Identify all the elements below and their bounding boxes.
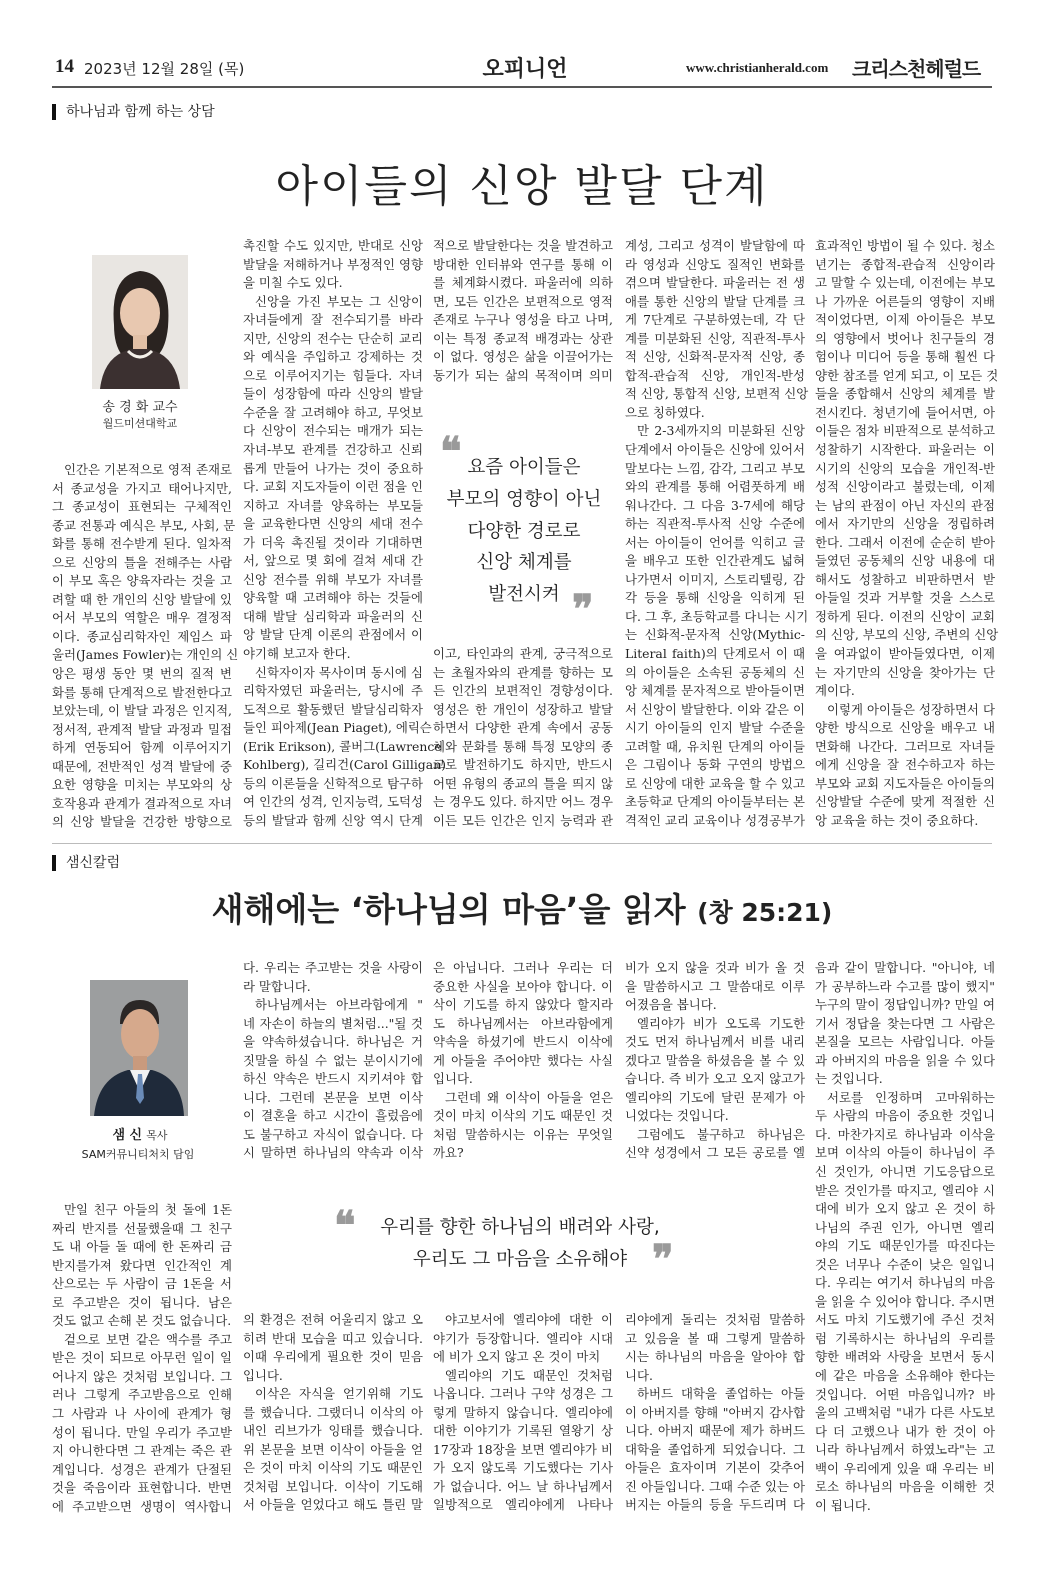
text-line: 의 환경은 전혀 어울리지 않고 오 — [243, 1312, 423, 1327]
text-line: 적 신앙, 통합적 신앙, 보편적 신앙 — [625, 386, 809, 402]
article1-column-1 — [52, 461, 239, 832]
text-line: 어나지 않은 것처럼 보입니다. 그 — [52, 1368, 232, 1384]
text-line: 적 신앙, 신화적-문자적 신앙, 종 — [625, 349, 805, 365]
text-line: 신앙 전수를 위해 부모가 자녀를 — [243, 571, 423, 587]
text-line: 각 등을 통해 신앙을 익히게 된 — [625, 590, 805, 606]
text-line: 하게 연동되어 함께 이루어지기 — [52, 740, 232, 756]
text-line: 은 아닙니다. 그러나 우리는 더 — [433, 960, 613, 975]
text-line: 려할 때 한 개인의 신앙 발달에 있 — [52, 591, 232, 607]
text-line: 하나님께서는 아브라함에게 " — [255, 997, 423, 1013]
text-line: 백이 우리에게 있을 때 우리는 비 — [815, 1460, 995, 1476]
text-line: 도적으로 활동했던 발달심리학자 — [243, 701, 423, 717]
text-line: 지만, 신앙의 전수는 단순히 교리 — [243, 330, 423, 346]
text-line: 시기의 신앙의 모습을 개인적-반 — [815, 460, 995, 476]
text-line: 나가면서 이미지, 스토리텔링, 감 — [625, 571, 805, 587]
text-line: 종교 전통과 예식은 부모, 사회, 문 — [52, 517, 236, 533]
article2-column-1 — [52, 1201, 232, 1516]
text-line: 신 것인가, 아니면 기도응답으로 — [815, 1164, 995, 1180]
text-line: 하신 약속은 반드시 지키셔야 합 — [243, 1071, 423, 1087]
text-line: 진 아들입니다. 그때 수준 있는 아 — [625, 1478, 805, 1494]
text-line: 의 신앙, 부모의 신앙, 주변의 신앙 — [815, 627, 999, 643]
article1-column-5 — [815, 237, 999, 831]
article1-section-label: 하나님과 함께 하는 상담 — [52, 104, 215, 120]
text-line: 도 내 아들 돌 때에 한 돈짜리 금 — [52, 1239, 232, 1255]
pull-quote-line: 부모의 영향이 아닌 — [446, 488, 602, 510]
text-line: 양육할 때 고려해야 하는 것들에 — [243, 590, 423, 606]
pull-quote-line: 발전시켜 — [488, 584, 560, 606]
newspaper-logo: 크리스천헤럴드 — [852, 57, 981, 81]
text-line: 적으로 발달한다는 것을 발견하고 — [433, 238, 613, 253]
text-line: 다. 마찬가지로 하나님과 이삭을 — [815, 1126, 995, 1142]
text-line: 신약 성경에서 그 모든 공로를 엘 — [625, 1145, 805, 1161]
text-line: 정서적, 관계적 발달 과정과 밀접 — [52, 721, 232, 737]
text-line: 약속을 하셨기에 반드시 이삭에 — [433, 1034, 613, 1050]
text-line: 인간은 기본적으로 영적 존재로 — [64, 462, 232, 477]
text-line: 가 오지 않도록 기도했다는 기사 — [433, 1460, 613, 1476]
text-line: 초등학교 단계의 아이들부터는 본 — [625, 794, 805, 810]
text-line: 한다. 그래서 이전에 순순히 받아 — [815, 534, 995, 550]
text-line: 습니다. 즉 비가 오고 오지 않고가 — [625, 1071, 805, 1087]
text-line: 이다. 종교심리학자인 제임스 파 — [52, 628, 232, 644]
text-line: 대에 비가 오지 않고 온 것이 하 — [815, 1201, 995, 1217]
pull-quote-line: 다양한 경로로 — [467, 520, 581, 542]
text-line: 겠다고 말씀을 하셨음을 볼 수 있 — [625, 1052, 805, 1068]
text-line: 는 것입니다. — [815, 1071, 883, 1087]
text-line: 럼 기록하시는 하나님의 우리를 — [815, 1330, 995, 1346]
text-line: 위 본문을 보면 이삭이 아들을 얻 — [243, 1441, 423, 1457]
article1-column-2 — [243, 237, 446, 831]
text-line: 으로 칭하였다. — [625, 404, 705, 420]
issue-date: 2023년 12월 28일 (목) — [84, 60, 245, 78]
text-line: 만 2-3세까지의 미분화된 신앙 — [637, 423, 805, 439]
text-line: 로소 하나님의 마음을 이해한 것 — [815, 1479, 995, 1495]
close-quote-icon: ❞ — [652, 1236, 674, 1283]
text-line: 애를 통한 신앙의 발달 단계를 크 — [625, 293, 805, 309]
text-line: 적이었다면, 이제 아이들은 부모 — [815, 312, 995, 328]
article-divider — [52, 843, 992, 844]
author1-photo — [92, 255, 188, 389]
text-line: 호작용과 관계가 결과적으로 자녀 — [52, 795, 232, 811]
text-line: 것이 마치 이삭의 기도 때문인 것 — [433, 1108, 613, 1124]
author2-photo — [90, 980, 188, 1116]
text-line: 것입니다. 어떤 마음입니까? 바 — [815, 1386, 995, 1402]
text-line: 앙 교육을 하는 것이 중요하다. — [815, 812, 979, 828]
text-line: 것도 없고 손해 본 것도 없습니다. — [52, 1313, 232, 1329]
text-line: 와 예식을 주입하고 강제하는 것 — [243, 349, 423, 365]
text-line: 신앙을 가진 부모는 그 신앙이 — [255, 293, 423, 309]
text-line: 과 아버지의 마음을 읽을 수 있다 — [815, 1052, 995, 1068]
text-line: 고 말할 수 있는데, 이전에는 부모 — [815, 275, 995, 291]
text-line: 니다. 아버지 때문에 제가 하버드 — [625, 1423, 805, 1439]
text-line: 어떤 유형의 종교의 틀을 띄지 않 — [433, 775, 613, 791]
text-line: Literal faith)의 단계로서 이 때 — [625, 646, 805, 662]
text-line: 을 약속하셨습니다. 하나님은 거 — [243, 1034, 423, 1050]
text-line: 다. 교회 지도자들이 이런 점을 인 — [243, 479, 423, 495]
text-line: 영성은 한 개인이 성장하고 발달 — [433, 701, 613, 717]
text-line: 기서 정답을 찾는다면 그 사람은 — [815, 1015, 995, 1031]
text-line: 다. 우리는 주고받는 것을 사랑이 — [243, 960, 423, 975]
text-line: 버지는 아들의 등을 두드리며 다 — [625, 1497, 805, 1513]
text-line: 효과적인 방법이 될 수 있다. 청소 — [815, 238, 995, 253]
text-line: 발달을 저해하거나 부정적인 영향 — [243, 256, 423, 272]
pull-quote-line: 우리를 향한 하나님의 배려와 사랑, — [380, 1217, 660, 1238]
text-line: 로 신앙에 대한 교육을 할 수 있고 — [625, 775, 805, 791]
author1-affiliation: 월드미션대학교 — [102, 417, 178, 430]
text-line: 화를 통해 단계적으로 발전한다고 — [52, 684, 232, 700]
text-line: 울의 고백처럼 "내가 다른 사도보 — [815, 1405, 995, 1421]
open-quote-icon: ❝ — [440, 428, 462, 475]
article2-column-4-top — [625, 959, 805, 1163]
text-line: 향한 배려와 사랑을 보면서 동시 — [815, 1349, 995, 1365]
text-line: 을 말씀하시고 그 말씀대로 이루 — [625, 978, 805, 994]
text-line: 나옵니다. 그러나 구약 성경은 그 — [433, 1386, 613, 1402]
text-line: 을 배우고 또한 인간관계도 넓혀 — [625, 553, 805, 569]
text-line: 본질을 모르는 사람입니다. 아들 — [815, 1034, 995, 1050]
text-line: 것은 너무나 수준이 낮은 일입니 — [815, 1256, 995, 1272]
text-line: 이 부모 혹은 양육자라는 것을 고 — [52, 573, 232, 589]
text-line: 양한 방식으로 신앙을 배우고 내 — [815, 720, 995, 736]
text-line: 아들은 효자이며 기본이 갖추어 — [625, 1460, 805, 1476]
text-line: 것처럼 보입니다. 이삭이 기도해 — [243, 1478, 423, 1494]
text-line: 앙은 평생 동안 몇 번의 질적 변 — [52, 666, 232, 682]
text-line: 나님의 주권 인가, 아니면 엘리 — [815, 1219, 995, 1235]
text-line: 와의 관계를 통해 어렴풋하게 배 — [625, 479, 805, 495]
text-line: 동기가 되는 삶의 목적이며 의미 — [433, 367, 613, 383]
text-line: 다. 그 후, 초등학교를 다니는 시기 — [625, 608, 809, 624]
text-line: 롭게 만들어 나가는 것이 중요하 — [243, 460, 423, 476]
text-line: 어서 부모의 역할은 매우 결정적 — [52, 610, 232, 626]
article1-column-3-top — [433, 237, 613, 385]
text-line: 산으로는 두 사람이 금 1돈을 서 — [52, 1276, 232, 1292]
text-line: 보며 이삭의 아들이 하나님이 주 — [815, 1145, 995, 1161]
text-line: 를 했습니다. 그랬더니 이삭의 아 — [243, 1404, 423, 1420]
text-line: 자녀-부모 관계를 건강하고 신뢰 — [243, 442, 423, 458]
text-line: 게 7단계로 구분하였는데, 각 단 — [625, 312, 805, 328]
text-line: 도 불구하고 자식이 없습니다. 다 — [243, 1126, 423, 1142]
text-line: 이고, 타인과의 관계, 궁극적으로 — [433, 646, 613, 661]
text-line: 에게 신앙을 잘 전수하고자 하는 — [815, 757, 995, 773]
text-line: 내인 리브가가 잉태를 했습니다. — [243, 1423, 423, 1439]
article1-column-4 — [625, 237, 809, 831]
text-line: 을 교육한다면 신앙의 세대 전수 — [243, 516, 423, 532]
text-line: 다 신앙이 전수되는 매개가 되는 — [243, 423, 423, 439]
text-line: 부모와 교회 지도자들은 아이들의 — [815, 775, 995, 791]
text-line: 하는 직관적-투사적 신앙 수준에 — [625, 516, 805, 532]
text-line: 신학자이자 목사이며 동시에 심 — [255, 664, 423, 680]
text-line: 앙 발달 단계 이론의 관점에서 이 — [243, 627, 423, 643]
text-line: 계를 미분화된 신앙, 직관적-투사 — [625, 330, 805, 346]
text-line: 이 없다. 영성은 삶을 이끌어가는 — [433, 349, 613, 365]
text-line: 짜리 반지를 선물했을때 그 친구 — [52, 1220, 232, 1236]
text-line: 엘리야의 기도에 달린 문제가 아 — [625, 1089, 805, 1105]
text-line: 들이 성장함에 따라 신앙의 발달 — [243, 386, 423, 402]
article2-column-5 — [815, 959, 995, 1515]
close-quote-icon: ❞ — [572, 586, 594, 633]
text-line: 엘리야의 기도 때문인 것처럼 — [445, 1367, 613, 1383]
text-line: 단계에서 아이들은 신앙에 있어서 — [625, 442, 805, 458]
article2-column-3-bottom — [433, 1311, 613, 1515]
text-line: 성이 됩니다. 만일 우리가 주고받 — [52, 1424, 232, 1440]
text-line: 에 주고받으면 생명이 역사합니 — [52, 1498, 232, 1514]
text-line: 엘리야가 비가 오도록 기도한 — [637, 1015, 805, 1031]
text-line: 여 인간의 성격, 인지능력, 도덕성 — [243, 794, 423, 810]
text-line: 라 영성과 신앙도 질적인 변화를 — [625, 256, 805, 272]
text-line: 누구의 말이 정답입니까? 만일 여 — [815, 997, 995, 1013]
text-line: 입니다. — [243, 1367, 283, 1383]
text-line: 겉으로 보면 같은 액수를 주고 — [64, 1331, 232, 1347]
text-line: 요한 영향을 미치는 부모와의 상 — [52, 777, 232, 793]
text-line: 니라 하나님께서 하였노라"는 고 — [815, 1442, 995, 1458]
text-line: 이 됩니다. — [815, 1497, 871, 1513]
text-line: 서는 아이들이 언어를 익히고 글 — [625, 534, 805, 550]
text-line: 그럼에도 불구하고 하나님은 — [637, 1126, 805, 1142]
text-line: 두 사람의 마음이 중요한 것입니 — [815, 1108, 995, 1124]
article2-column-2-bottom — [243, 1311, 423, 1515]
text-line: 서 신앙이 발달한다. 이와 같은 이 — [625, 701, 805, 717]
text-line: 시는 하나님의 마음을 알아야 합 — [625, 1349, 805, 1365]
text-line: 히려 반대 모습을 띠고 있습니다. — [243, 1330, 423, 1346]
text-line: 받은 것이 되므로 아무런 일이 일 — [52, 1350, 232, 1366]
text-line: 지 아니한다면 그 관계는 죽은 관 — [52, 1443, 232, 1459]
text-line: 에 비가 오지 않고 온 것이 마치 — [433, 1349, 601, 1365]
text-line: 계성, 그리고 성격이 발달함에 따 — [625, 238, 805, 253]
text-line: 렇게 말하지 않습니다. 엘리야에 — [433, 1404, 613, 1420]
text-line: 다. 우리는 여기서 하나님의 마음 — [815, 1275, 995, 1291]
text-line: 합적-관습적 신앙, 개인적-반성 — [625, 367, 805, 383]
text-line: 말보다는 느낌, 감각, 그리고 부모 — [625, 460, 805, 476]
text-line: 그런데 왜 이삭이 아들을 얻은 — [445, 1089, 613, 1105]
text-line: 음과 같이 말합니다. "아니야, 네 — [815, 960, 995, 975]
text-line: 이든 모든 인간은 인지 능력과 관 — [433, 812, 613, 828]
text-line: Kohlberg), 길리건(Carol Gilligan) — [243, 757, 446, 773]
text-line: 야고보서에 엘리야에 대한 이 — [445, 1312, 613, 1327]
text-line: 처럼 말씀하시는 이유는 무엇일 — [433, 1126, 613, 1142]
text-line: 들을 종합해서 신앙의 체계를 발 — [815, 386, 995, 402]
text-line: 나 가까운 어른들의 영향이 지배 — [815, 293, 995, 309]
text-line: 면화해 나간다. 그러므로 자녀들 — [815, 738, 995, 754]
text-line: 17장과 18장을 보면 엘리야가 비 — [433, 1441, 613, 1457]
text-line: 을 여과없이 받아들였다면, 이제 — [815, 646, 995, 662]
text-line: 에 같은 마음을 소유해야 한다는 — [815, 1368, 995, 1384]
author2-name: 샘 신 — [112, 1128, 143, 1143]
text-line: 수준을 잘 고려해야 하고, 무엇보 — [243, 404, 423, 420]
text-line: 이 결혼을 하고 시간이 흘렀음에 — [243, 1108, 423, 1124]
article2-column-3-top — [433, 959, 613, 1163]
text-line: 으로 이루어지기는 힘들다. 자녀 — [243, 367, 423, 383]
text-line: 야의 기도 때문인가를 따진다는 — [815, 1238, 995, 1254]
text-line: 이때 우리에게 필요한 것이 믿음 — [243, 1349, 423, 1365]
text-line: 이는 특정 종교적 배경과는 상관 — [433, 330, 613, 346]
text-line: 이들은 점차 비판적으로 분석하고 — [815, 423, 995, 439]
website-url[interactable]: www.christianherald.com — [686, 60, 829, 75]
text-line: 때문에, 전반적인 성격 발달에 중 — [52, 758, 232, 774]
article2-column-2-top — [243, 959, 423, 1163]
text-line: 격적인 교리 교육이나 성경공부가 — [625, 812, 805, 828]
text-line: 은 그림이나 동화 구연의 방법으 — [625, 757, 805, 773]
text-line: 보았는데, 이 발달 과정은 인지적, — [52, 703, 232, 719]
author2-name-block — [75, 1124, 205, 1143]
article2-section-label: 샘신칼럼 — [52, 855, 120, 871]
text-line: 까요? — [433, 1145, 464, 1161]
text-line: 서로를 인정하며 고마워하는 — [827, 1089, 995, 1105]
text-line: 의 영향에서 벗어나 친구들의 경 — [815, 330, 995, 346]
text-line: 그 사람과 나 사이에 관계가 형 — [52, 1406, 232, 1422]
text-line: 계입니다. 성경은 관계가 단절된 — [52, 1461, 232, 1477]
open-quote-icon: ❝ — [334, 1202, 356, 1249]
text-line: 받은 것인가를 따지고, 엘리야 시 — [815, 1182, 995, 1198]
text-line: 교로 발전하기도 하지만, 반드시 — [433, 757, 613, 773]
article2-title-block — [52, 884, 992, 931]
text-line: 도 하나님께서는 아브라함에게 — [433, 1015, 613, 1031]
text-line: 화를 통해 전수받게 된다. 일차적 — [52, 536, 232, 552]
text-line: 고 있음을 볼 때 그렇게 말씀하 — [625, 1330, 805, 1346]
text-line: 어졌음을 봅니다. — [625, 997, 717, 1013]
text-line: 리야에게 돌리는 것처럼 말씀하 — [625, 1312, 805, 1327]
text-line: 이삭은 자식을 얻기위해 기도 — [255, 1386, 423, 1402]
text-line: 지하고 자녀를 양육하는 부모들 — [243, 497, 423, 513]
text-line: 그 종교성이 표현되는 구체적인 — [52, 499, 232, 515]
text-line: 비가 오지 않을 것과 비가 올 것 — [625, 960, 805, 975]
text-line: 전시킨다. 청년기에 들어서면, 아 — [815, 404, 995, 420]
text-line: 다 더 고했으나 내가 한 것이 아 — [815, 1423, 995, 1439]
text-line: (Erik Erikson), 콜버그(Lawrence — [243, 738, 442, 754]
pull-quote-line: 요즘 아이들은 — [467, 457, 581, 478]
text-line: 대해 발달 심리학과 파울러의 신 — [243, 608, 423, 624]
text-line: 험이나 미디어 등을 통해 훨씬 다 — [815, 349, 995, 365]
text-line: 야기가 등장합니다. 엘리야 시대 — [433, 1330, 613, 1346]
text-line: 중요한 사실을 보아야 합니다. 이 — [433, 978, 613, 994]
text-line: 로 주고받은 것이 됩니다. 남은 — [52, 1294, 232, 1310]
text-line: 이렇게 아이들은 성장하면서 다 — [827, 701, 995, 717]
text-line: 짓말을 하실 수 없는 분이시기에 — [243, 1052, 423, 1068]
text-line: 촉진할 수도 있지만, 반대로 신앙 — [243, 238, 423, 253]
text-line: 는 경우도 있다. 하지만 어느 경우 — [433, 794, 613, 810]
author2-affiliation: SAM커뮤니티처치 담임 — [81, 1148, 195, 1161]
text-line: 양한 참조를 얻게 되고, 이 모든 것 — [815, 367, 999, 383]
text-line: 대한 이야기가 기록된 열왕기 상 — [433, 1423, 613, 1439]
text-line: 서 종교성을 가지고 태어나지만, — [52, 480, 232, 496]
text-line: 계이다. — [815, 683, 855, 699]
text-line: 서도 마치 기도했기에 주신 것처 — [815, 1312, 995, 1328]
text-line: 대학을 졸업하게 되었습니다. 그 — [625, 1441, 805, 1457]
text-line: 등의 발달과 함께 신앙 역시 단계 — [243, 812, 423, 828]
text-line: 삭이 기도를 하지 않았다 할지라 — [433, 997, 613, 1013]
text-line: 을 읽을 수 있어야 합니다. 주시면 — [815, 1293, 995, 1309]
text-line: 입니다. — [433, 1071, 473, 1087]
section-name: 오피니언 — [482, 57, 568, 82]
text-line: 야기해 보고자 한다. — [243, 646, 351, 662]
author2-title: 목사 — [146, 1129, 168, 1142]
text-line: 하버드 대학을 졸업하는 아들 — [637, 1386, 805, 1402]
text-line: 니다. 그런데 본문을 보면 이삭 — [243, 1089, 423, 1105]
header-divider — [52, 86, 992, 88]
text-line: 에서 자기만의 신앙을 정립하려 — [815, 516, 995, 532]
text-line: 겪으며 발달한다. 파울러는 전 생 — [625, 275, 805, 291]
text-line: 러나 그렇게 주고받음으로 인해 — [52, 1387, 232, 1403]
text-line: 을 미칠 수도 있다. — [243, 275, 343, 291]
text-line: 것도 먼저 하나님께서 비를 내리 — [625, 1034, 805, 1050]
text-line: 일방적으로 엘리야에게 나타나 — [433, 1497, 613, 1513]
text-line: 시 말하면 하나님의 약속과 이삭 — [243, 1145, 423, 1161]
text-line: 해서도 성찰하고 비판하면서 받 — [815, 571, 995, 587]
pull-quote-line: 신앙 체계를 — [476, 552, 572, 574]
text-line: 신앙발달 수준에 맞게 적절한 신 — [815, 794, 995, 810]
text-line: 는 신화적-문자적 신앙(Mythic- — [625, 627, 805, 643]
text-line: 고려할 때, 유치원 단계의 아이들 — [625, 738, 805, 754]
text-line: 들인 피아제(Jean Piaget), 에릭슨 — [243, 720, 432, 736]
article2-column-4-bottom — [625, 1311, 805, 1515]
text-line: 가 더욱 촉진될 것이라 기대하면 — [243, 534, 423, 550]
page-number: 14 — [55, 56, 74, 77]
text-line: 자녀들에게 잘 전수되기를 바라 — [243, 312, 423, 328]
article1-column-3-bottom — [433, 645, 613, 830]
text-line: 서 아들을 얻었다고 해도 틀린 말 — [243, 1497, 423, 1513]
text-line: 반지를가져 왔다면 인간적인 계 — [52, 1257, 232, 1273]
text-line: 체와 문화를 통해 특정 모양의 종 — [433, 738, 613, 754]
text-line: 의 아이들은 소속된 공동체의 신 — [625, 664, 805, 680]
text-line: 것을 죽음이라 표현합니다. 반면 — [52, 1480, 232, 1496]
text-line: 라 말합니다. — [243, 978, 311, 994]
text-line: 성찰하기 시작한다. 파울러는 이 — [815, 442, 995, 458]
text-line: 이 아버지를 향해 "아버지 감사합 — [625, 1404, 805, 1420]
text-line: 만일 친구 아들의 첫 돌에 1돈 — [64, 1202, 232, 1217]
text-line: 년기는 종합적-관습적 신앙이라 — [815, 256, 995, 272]
text-line: 하면서 다양한 관계 속에서 공동 — [433, 720, 613, 736]
pull-quote-line: 우리도 그 마음을 소유해야 — [412, 1249, 628, 1270]
text-line: 는 남의 관점이 아닌 자신의 관점 — [815, 497, 995, 513]
text-line: 들였던 공동체의 신앙 내용에 대 — [815, 553, 995, 569]
text-line: 든 인간의 보편적인 경향성이다. — [433, 683, 613, 699]
text-line: 서, 앞으로 몇 회에 걸쳐 세대 간 — [243, 553, 423, 569]
text-line: 워나간다. 그 다음 3-7세에 해당 — [625, 497, 805, 513]
text-line: 의 신앙 발달을 건강한 방향으로 — [52, 814, 232, 830]
text-line: 시기 아이들의 인지 발달 수준을 — [625, 720, 805, 736]
text-line: 면, 모든 인간은 보편적으로 영적 — [433, 293, 613, 309]
text-line: 정하게 된다. 이전의 신앙이 교회 — [815, 608, 995, 624]
scripture-reference: (창 25:21) — [697, 898, 833, 927]
text-line: 는 자기만의 신앙을 찾아가는 단 — [815, 664, 995, 680]
text-line: 를 체계화시켰다. 파울러에 의하 — [433, 275, 613, 291]
text-line: 리학자였던 파울러는, 당시에 주 — [243, 683, 423, 699]
text-line: 은 것이 마치 이삭의 기도 때문인 — [243, 1460, 423, 1476]
text-line: 울러(James Fowler)는 개인의 신 — [52, 647, 239, 663]
article2-title: 새해에는 ‘하나님의 마음’을 읽자 — [211, 890, 686, 929]
text-line: 방대한 인터뷰와 연구를 통해 이 — [433, 256, 613, 272]
text-line: 성적 신앙이라고 불렀는데, 이제 — [815, 479, 995, 495]
text-line: 등의 이론들을 신학적으로 탐구하 — [243, 775, 423, 791]
text-line: 니다. — [625, 1367, 653, 1383]
text-line: 는 초월자와의 관계를 향하는 모 — [433, 664, 613, 680]
text-line: 아들일 것과 거부할 것을 스스로 — [815, 590, 995, 606]
text-line: 가 없습니다. 어느 날 하나님께서 — [433, 1478, 613, 1494]
article1-title: 아이들의 신앙 발달 단계 — [275, 161, 769, 212]
text-line: 니었다는 것입니다. — [625, 1108, 729, 1124]
text-line: 게 아들을 주어야만 했다는 사실 — [433, 1052, 613, 1068]
author1-name: 송 경 화 교수 — [102, 400, 178, 415]
text-line: 으로 신앙의 틀을 전해주는 사람 — [52, 554, 232, 570]
text-line: 존재로 누구나 영성을 타고 나며, — [433, 312, 613, 328]
text-line: 가 공부하느라 수고를 많이 했지" — [815, 978, 995, 994]
text-line: 앙 체계를 문자적으로 받아들이면 — [625, 683, 805, 699]
text-line: 네 자손이 하늘의 별처럼..."될 것 — [243, 1015, 423, 1031]
